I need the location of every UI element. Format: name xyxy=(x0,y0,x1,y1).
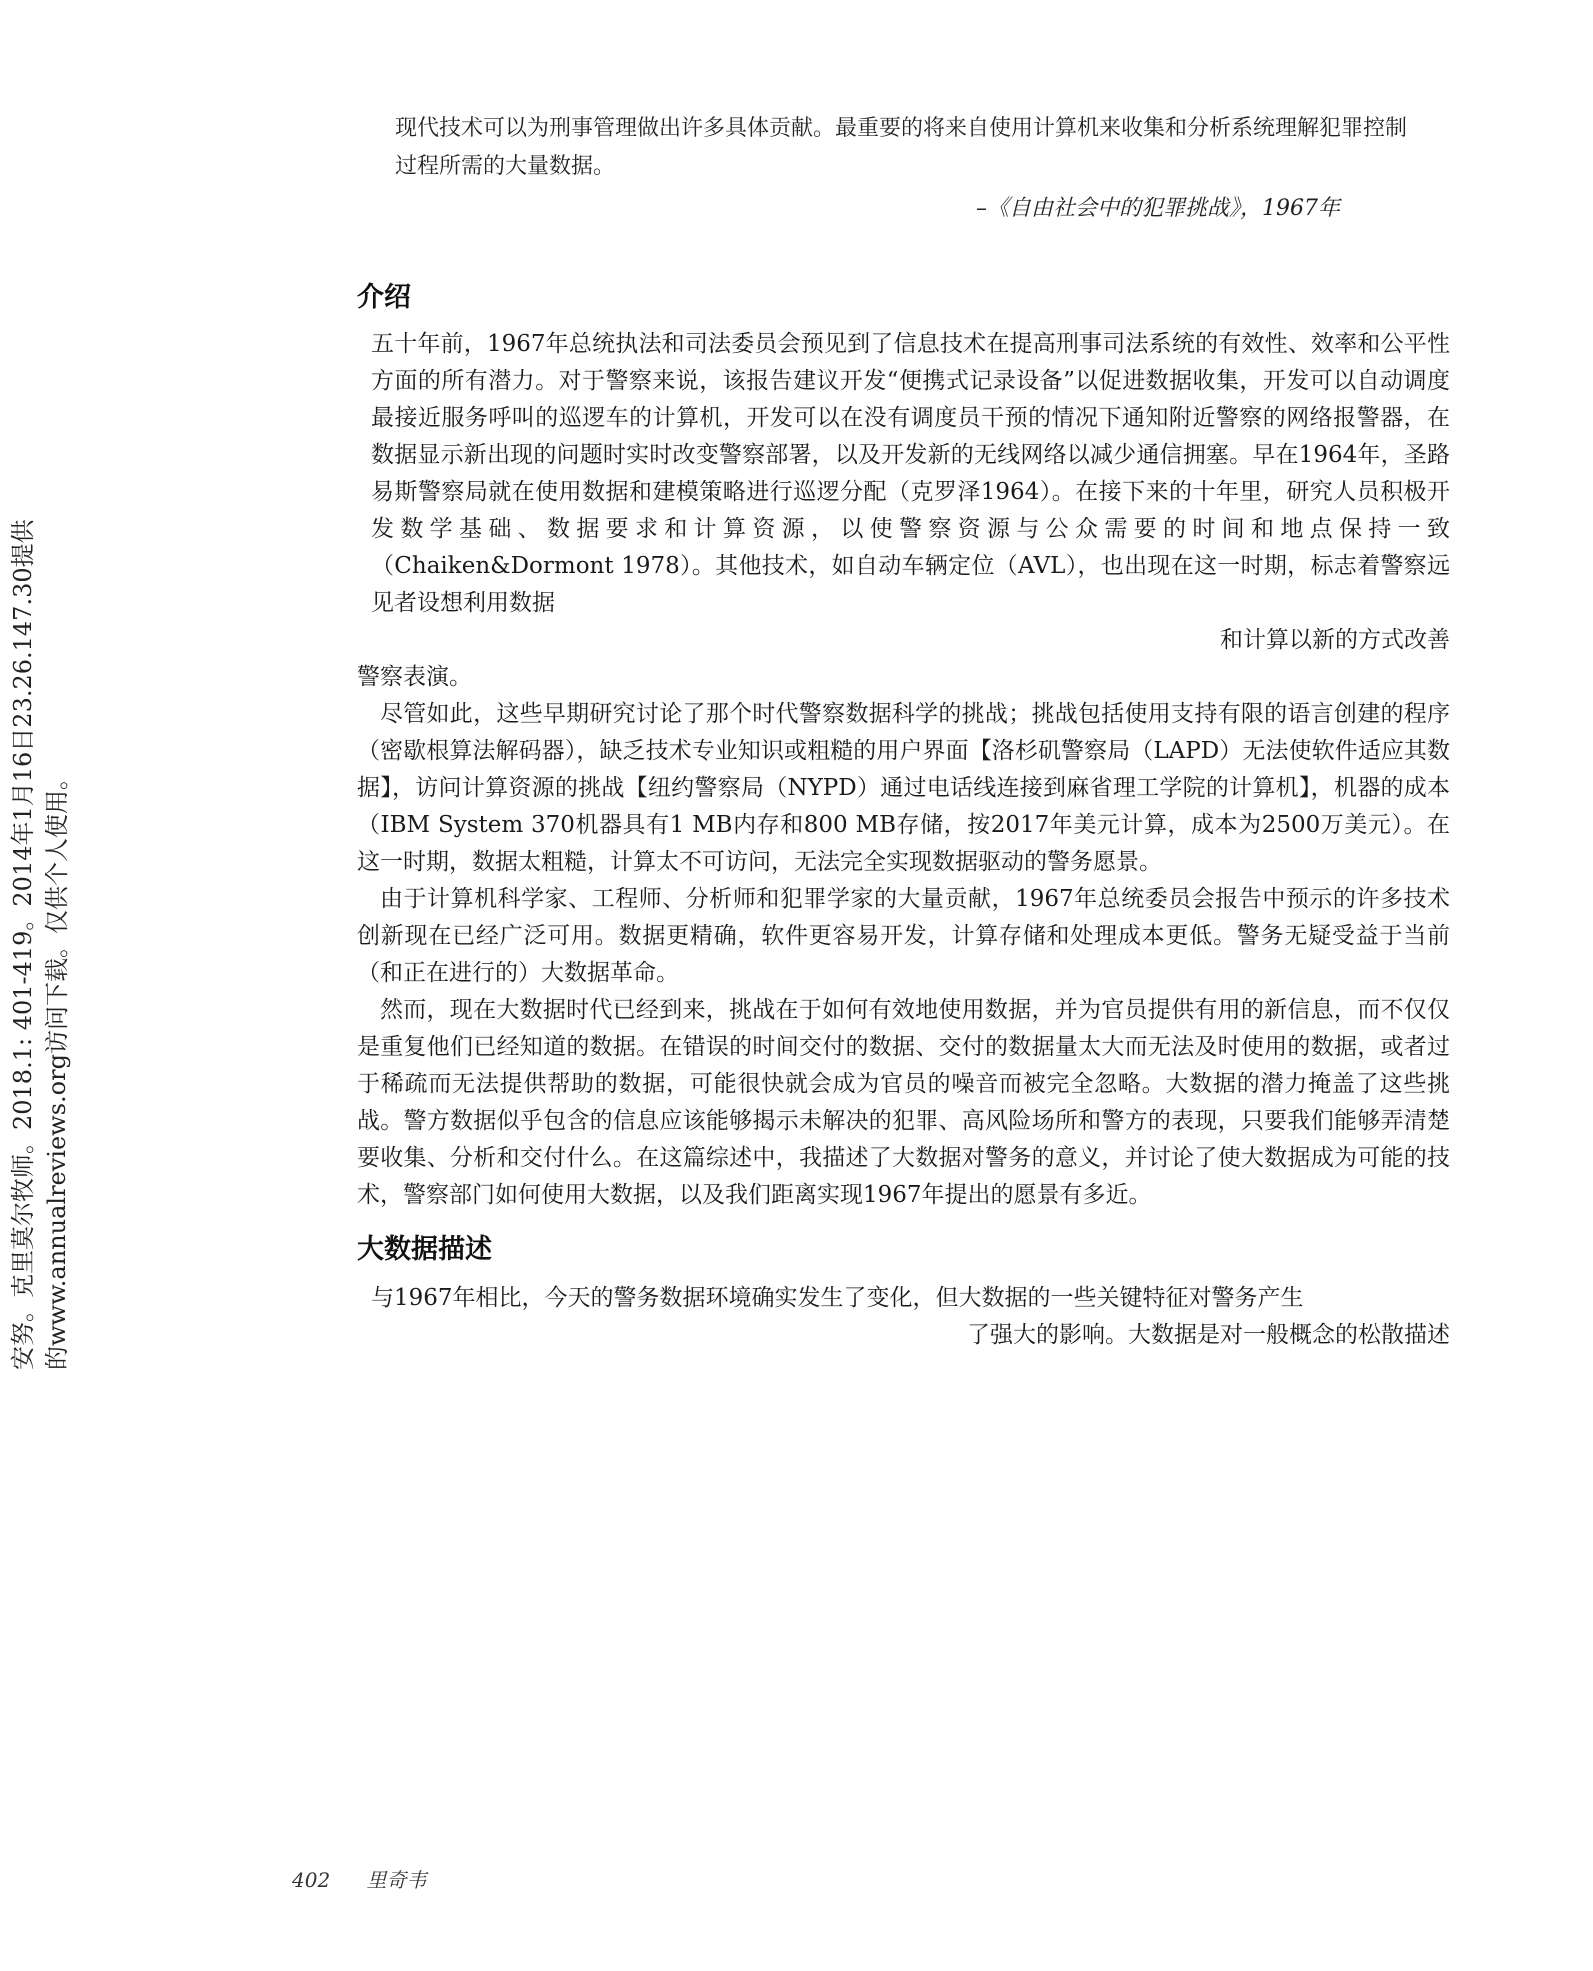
page-number: 402 xyxy=(292,1868,331,1892)
bigdata-paragraph-1-main: 与1967年相比，今天的警务数据环境确实发生了变化，但大数据的一些关键特征对警务产生 xyxy=(371,1285,1304,1311)
intro-paragraph-1-tail: 和计算以新的方式改善 xyxy=(1220,627,1450,653)
intro-paragraph-1-main: 五十年前，1967年总统执法和司法委员会预见到了信息技术在提高刑事司法系统的有效性、效率和公平性方面的所有潜力。对于警察来说，该报告建议开发“便携式记录设备”以促进数据收集，开发可以自动调度最接近服务呼叫的巡逻车的计算机，开发可以在没有调度员干预的情况下通知附近警察的网络报警器，在数据显示新出现的问题时实时改变警察部署，以及开发新的无线网络以减少通信拥塞。早在1964年，圣路易斯警察局就在使用数据和建模策略进行巡逻分配（克罗泽1964）。在接下来的十年里，研究人员积极开发数学基础、数据要求和计算资源，以使警察资源与公众需要的时间和地点保持一致（Chaiken&Dormont 1978）。其他技术，如自动车辆定位（AVL），也出现在这一时期，标志着警察远见者设想利用数据 xyxy=(371,331,1450,616)
page-footer xyxy=(292,1864,427,1893)
bigdata-paragraph-1 xyxy=(357,1280,1450,1354)
epigraph xyxy=(395,110,1415,228)
intro-paragraph-2: 尽管如此，这些早期研究讨论了那个时代警察数据科学的挑战；挑战包括使用支持有限的语言创建的程序（密歇根算法解码器），缺乏技术专业知识或粗糙的用户界面【洛杉矶警察局（LAPD）无法使软件适应其数据】，访问计算资源的挑战【纽约警察局（NYPD）通过电话线连接到麻省理工学院的计算机】，机器的成本（IBM System 370机器具有1 MB内存和800 MB存储，按2017年美元计算，成本为2500万美元）。在这一时期，数据太粗糙，计算太不可访问，无法完全实现数据驱动的警务愿景。 xyxy=(357,701,1450,875)
section-heading-bigdata: 大数据描述 xyxy=(357,1234,492,1265)
side-note-line-1: 安努。克里莫尔牧师。2018.1: 401-419。2014年1月16日23.26.147.30提供 xyxy=(9,519,37,1370)
intro-paragraph-4: 然而，现在大数据时代已经到来，挑战在于如何有效地使用数据，并为官员提供有用的新信息，而不仅仅是重复他们已经知道的数据。在错误的时间交付的数据、交付的数据量太大而无法及时使用的数据，或者过于稀疏而无法提供帮助的数据，可能很快就会成为官员的噪音而被完全忽略。大数据的潜力掩盖了这些挑战。警方数据似乎包含的信息应该能够揭示未解决的犯罪、高风险场所和警方的表现，只要我们能够弄清楚要收集、分析和交付什么。在这篇综述中，我描述了大数据对警务的意义，并讨论了使大数据成为可能的技术，警察部门如何使用大数据，以及我们距离实现1967年提出的愿景有多近。 xyxy=(357,997,1450,1208)
side-note-line-2: 的www.annualreviews.org访问下载。仅供个人使用。 xyxy=(43,766,71,1370)
section-heading-intro: 介绍 xyxy=(357,282,411,313)
epigraph-text: 现代技术可以为刑事管理做出许多具体贡献。最重要的将来自使用计算机来收集和分析系统理解犯罪控制过程所需的大量数据。 xyxy=(395,116,1408,179)
intro-paragraph-3: 由于计算机科学家、工程师、分析师和犯罪学家的大量贡献，1967年总统委员会报告中预示的许多技术创新现在已经广泛可用。数据更精确，软件更容易开发，计算存储和处理成本更低。警务无疑受益于当前（和正在进行的）大数据革命。 xyxy=(357,886,1450,986)
intro-paragraph-1 xyxy=(357,326,1450,659)
article-body xyxy=(357,280,1450,1354)
epigraph-source: –《自由社会中的犯罪挑战》，1967年 xyxy=(976,196,1340,221)
bigdata-paragraph-1-tail: 了强大的影响。大数据是对一般概念的松散描述 xyxy=(967,1322,1450,1348)
intro-paragraph-1-end: 警察表演。 xyxy=(357,664,472,690)
side-citation-note xyxy=(6,519,90,1370)
running-head: 里奇韦 xyxy=(366,1868,427,1892)
